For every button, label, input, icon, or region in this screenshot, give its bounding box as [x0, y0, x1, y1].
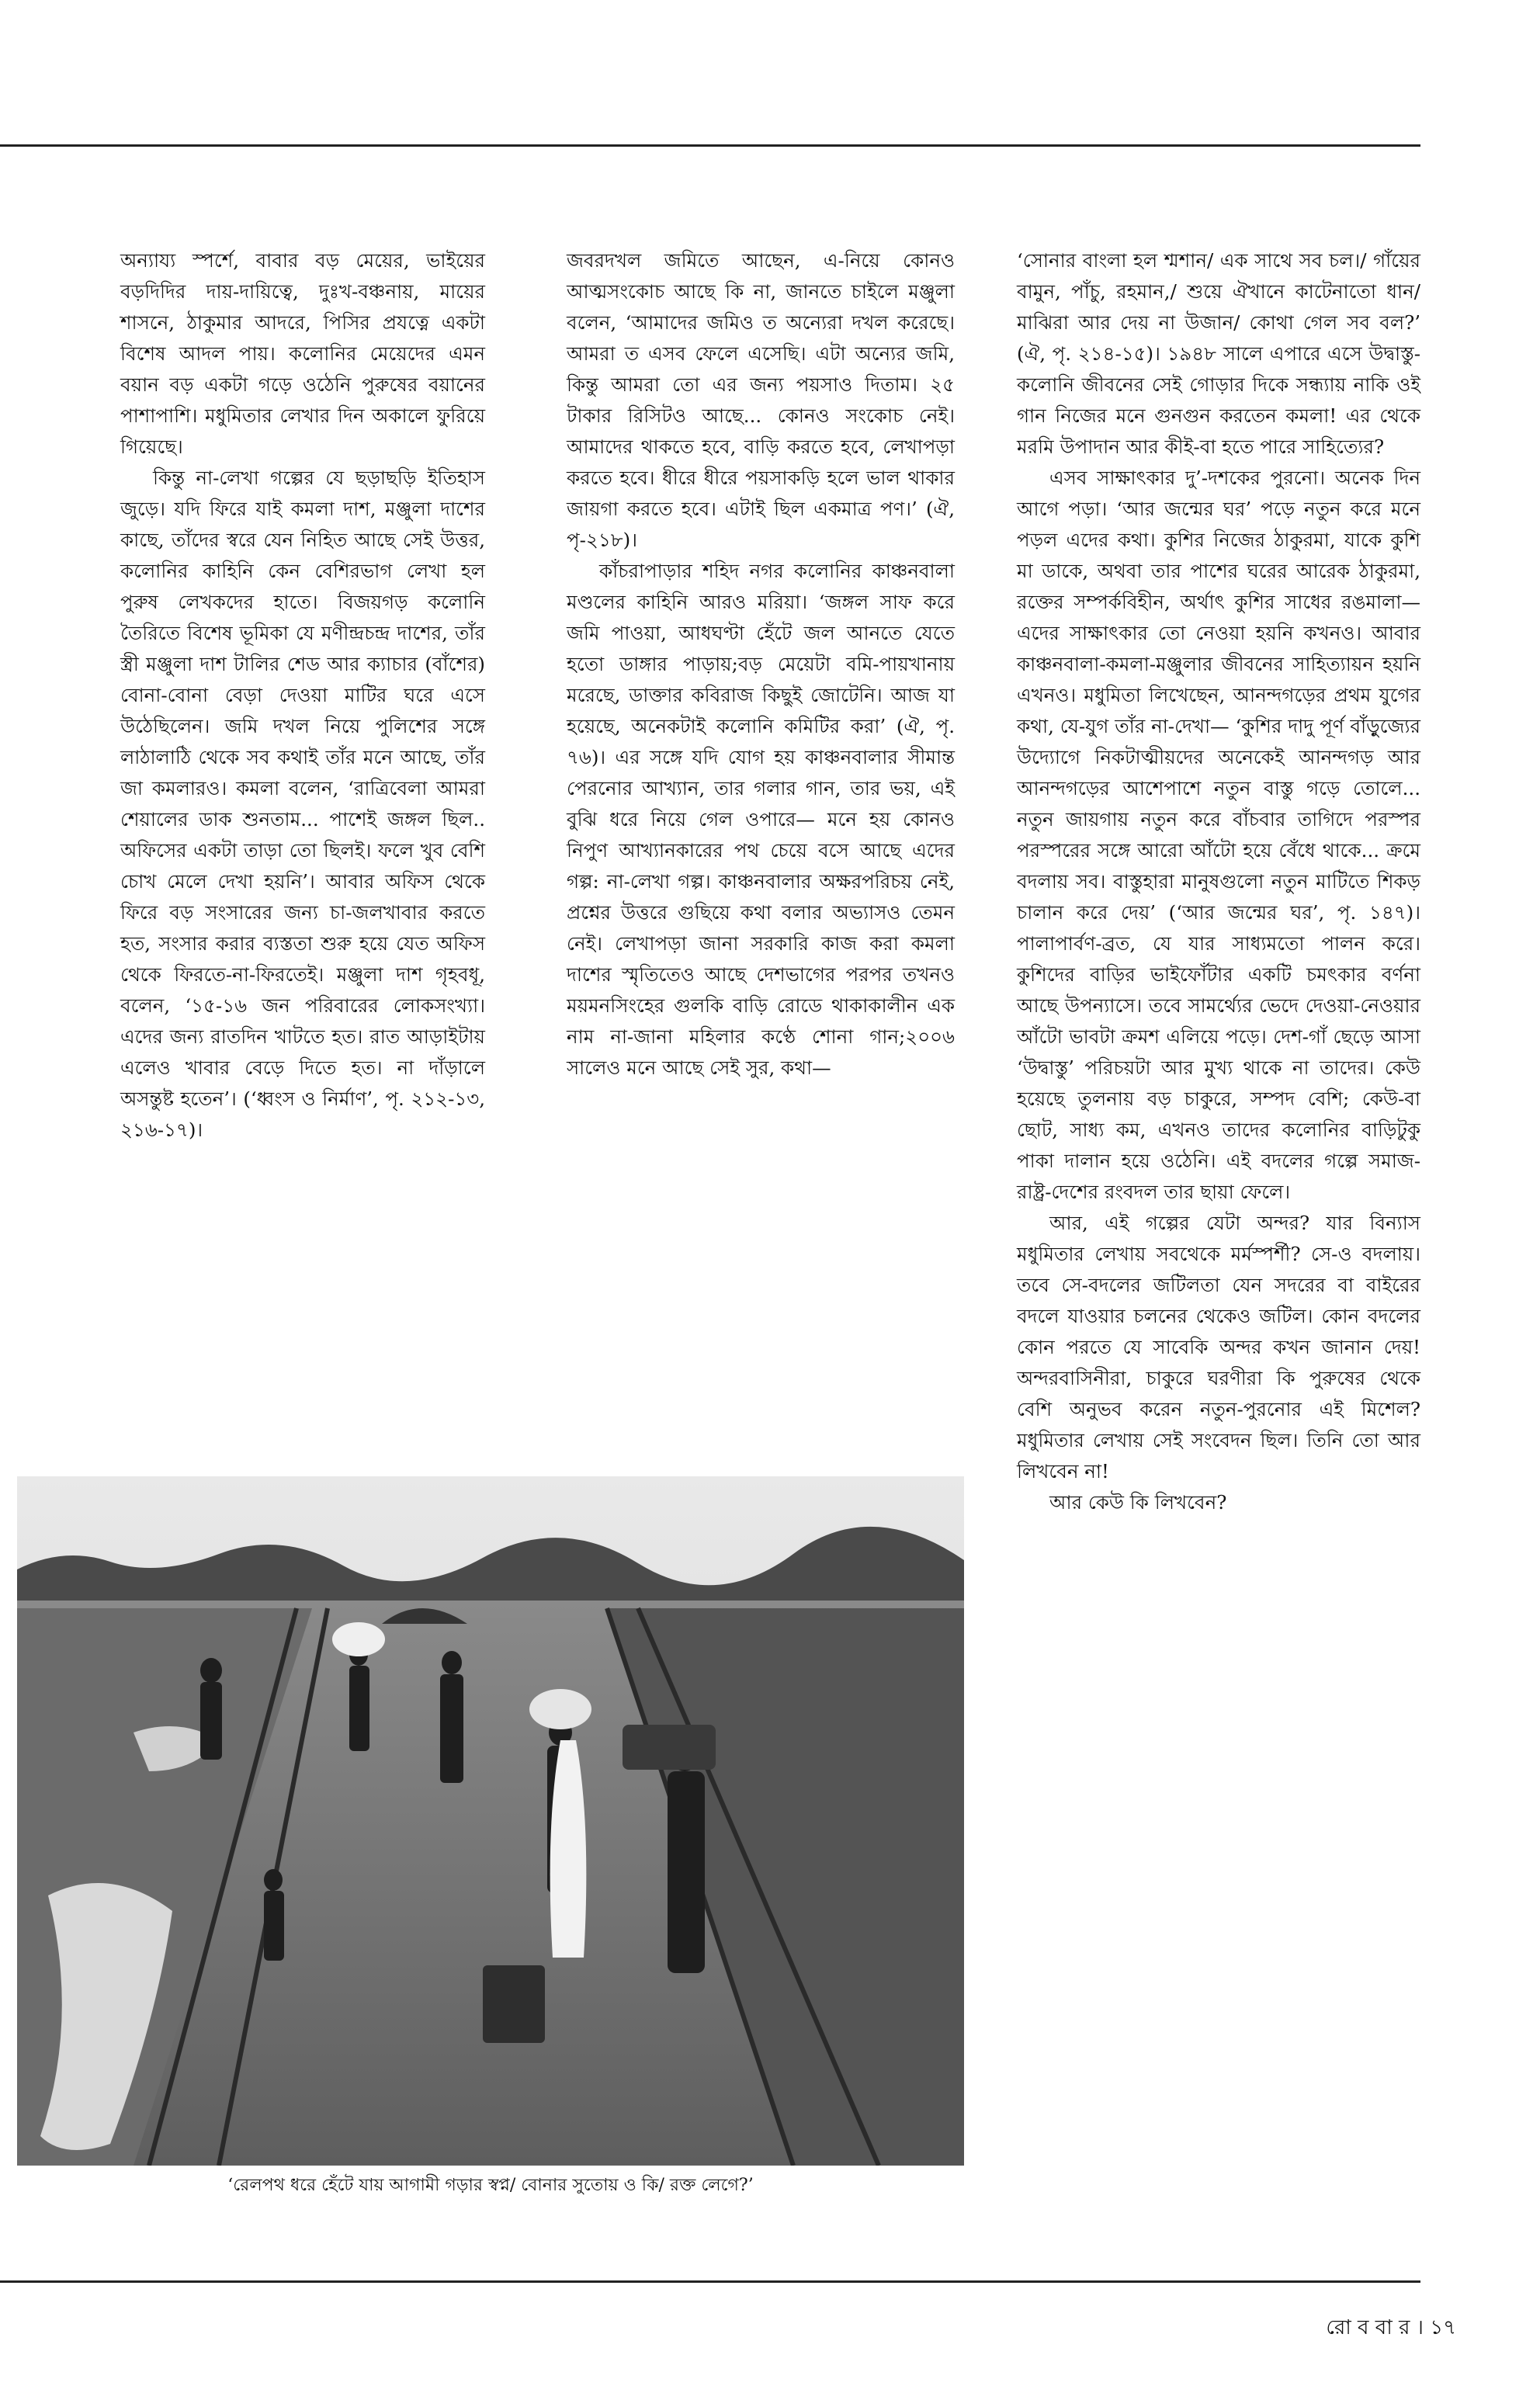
column-2: [567, 245, 955, 1084]
column-3-paragraph-1: ‘সোনার বাংলা হল শ্মশান/ এক সাথে সব চল।/ গাঁয়ের বামুন, পাঁচু, রহমান,/ শুয়ে ঐখানে কাটেনাতো ধান/ মাঝিরা আর দেয় না উজান/ কোথা গেল সব বল?’ (ঐ, পৃ. ২১৪-১৫)। ১৯৪৮ সালে এপারে এসে উদ্বাস্তু-কলোনি জীবনের সেই গোড়ার দিকে সন্ধ্যায় নাকি ওই গান নিজের মনে গুনগুন করতেন কমলা! এর থেকে মরমি উপাদান আর কীই-বা হতে পারে সাহিত্যের?: [1017, 249, 1420, 458]
page-number: ১৭: [1430, 2316, 1456, 2339]
top-rule: [0, 144, 1420, 147]
bottom-rule: [0, 2280, 1420, 2283]
column-1: [120, 245, 485, 1146]
column-2-paragraph-1: জবরদখল জমিতে আছেন, এ-নিয়ে কোনও আত্মসংকোচ আছে কি না, জানতে চাইলে মঞ্জুলা বলেন, ‘আমাদের জমিও ত অন্যেরা দখল করেছে। আমরা ত এসব ফেলে এসেছি। এটা অন্যের জমি, কিন্তু আমরা তো এর জন্য পয়সাও দিতাম। ২৫ টাকার রিসিটও আছে... কোনও সংকোচ নেই। আমাদের থাকতে হবে, বাড়ি করতে হবে, লেখাপড়া করতে হবে। ধীরে ধীরে পয়সাকড়ি হলে ভাল থাকার জায়গা করতে হবে। এটাই ছিল একমাত্র পণ।’ (ঐ, পৃ-২১৮)।: [567, 249, 955, 551]
photo-illustration: [17, 1476, 964, 2166]
column-3-paragraph-2: এসব সাক্ষাৎকার দু’-দশকের পুরনো। অনেক দিন আগে পড়া। ‘আর জন্মের ঘর’ পড়ে নতুন করে মনে পড়ল এদের কথা। কুশির নিজের ঠাকুরমা, যাকে কুশি মা ডাকে, অথবা তার পাশের ঘরের আরেক ঠাকুরমা, রক্তের সম্পর্কবিহীন, অর্থাৎ কুশির সাধের রঙমালা— এদের সাক্ষাৎকার তো নেওয়া হয়নি কখনও। আবার কাঞ্চনবালা-কমলা-মঞ্জুলার জীবনের সাহিত্যায়ন হয়নি এখনও। মধুমিতা লিখেছেন, আনন্দগড়ের প্রথম যুগের কথা, যে-যুগ তাঁর না-দেখা— ‘কুশির দাদু পূর্ণ বাঁড়ুজ্যের উদ্যোগে নিকটাত্মীয়দের অনেকেই আনন্দগড় আর আনন্দগড়ের আশেপাশে নতুন বাস্তু গড়ে তোলে... নতুন জায়গায় নতুন করে বাঁচবার তাগিদে পরস্পর পরস্পরের সঙ্গে আরো আঁটো হয়ে বেঁধে থাকে... ক্রমে বদলায় সব। বাস্তুহারা মানুষগুলো নতুন মাটিতে শিকড় চালান করে দেয়’ (‘আর জন্মের ঘর’, পৃ. ১৪৭)। পালাপার্বণ-ব্রত, যে যার সাধ্যমতো পালন করে। কুশিদের বাড়ির ভাইফোঁটার একটি চমৎকার বর্ণনা আছে উপন্যাসে। তবে সামর্থ্যের ভেদে দেওয়া-নেওয়ার আঁটো ভাবটা ক্রমশ এলিয়ে পড়ে। দেশ-গাঁ ছেড়ে আসা ‘উদ্বাস্তু’ পরিচয়টা আর মুখ্য থাকে না তাদের। কেউ হয়েছে তুলনায় বড় চাকুরে, সম্পদ বেশি; কেউ-বা ছোট, সাধ্য কম, এখনও তাদের কলোনির বাড়িটুকু পাকা দালান হয়ে ওঠেনি। এই বদলের গল্পে সমাজ-রাষ্ট্র-দেশের রংবদল তার ছায়া ফেলে।: [1017, 466, 1420, 1203]
column-3: [1017, 245, 1420, 1518]
refugees-railway-photo: [17, 1476, 964, 2166]
photo-caption: ‘রেলপথ ধরে হেঁটে যায় আগামী গড়ার স্বপ্ন/ বোনার সুতোয় ও কি/ রক্ত লেগে?’: [227, 2176, 754, 2195]
column-1-paragraph-1: অন্যায্য স্পর্শে, বাবার বড় মেয়ের, ভাইয়ের বড়দিদির দায়-দায়িত্বে, দুঃখ-বঞ্চনায়, মায়ের শাসনে, ঠাকুমার আদরে, পিসির প্রযত্নে একটা বিশেষ আদল পায়। কলোনির মেয়েদের এমন বয়ান বড় একটা গড়ে ওঠেনি পুরুষের বয়ানের পাশাপাশি। মধুমিতার লেখার দিন অকালে ফুরিয়ে গিয়েছে।: [120, 249, 485, 458]
column-2-paragraph-2: কাঁচরাপাড়ার শহিদ নগর কলোনির কাঞ্চনবালা মণ্ডলের কাহিনি আরও মরিয়া। ‘জঙ্গল সাফ করে জমি পাওয়া, আধঘণ্টা হেঁটে জল আনতে যেতে হতো ডাঙ্গার পাড়ায়;বড় মেয়েটা বমি-পায়খানায় মরেছে, ডাক্তার কবিরাজ কিছুই জোটেনি। আজ যা হয়েছে, অনেকটাই কলোনি কমিটির করা’ (ঐ, পৃ. ৭৬)। এর সঙ্গে যদি যোগ হয় কাঞ্চনবালার সীমান্ত পেরনোর আখ্যান, তার গলার গান, তার ভয়, এই বুঝি ধরে নিয়ে গেল ওপারে— মনে হয় কোনও নিপুণ আখ্যানকারের পথ চেয়ে বসে আছে এদের গল্প: না-লেখা গল্প। কাঞ্চনবালার অক্ষরপরিচয় নেই, প্রশ্নের উত্তরে গুছিয়ে কথা বলার অভ্যাসও তেমন নেই। লেখাপড়া জানা সরকারি কাজ করা কমলা দাশের স্মৃতিতেও আছে দেশভাগের পরপর তখনও ময়মনসিংহের গুলকি বাড়ি রোডে থাকাকালীন এক নাম না-জানা মহিলার কণ্ঠে শোনা গান;২০০৬ সালেও মনে আছে সেই সুর, কথা—: [567, 560, 955, 1079]
column-3-paragraph-3: আর, এই গল্পের যেটা অন্দর? যার বিন্যাস মধুমিতার লেখায় সবথেকে মর্মস্পর্শী? সে-ও বদলায়। তবে সে-বদলের জটিলতা যেন সদরের বা বাইরের বদলে যাওয়ার চলনের থেকেও জটিল। কোন বদলের কোন পরতে যে সাবেকি অন্দর কখন জানান দেয়! অন্দরবাসিনীরা, চাকুরে ঘরণীরা কি পুরুষের থেকে বেশি অনুভব করেন নতুন-পুরনোর এই মিশেল? মধুমিতার লেখায় সেই সংবেদন ছিল। তিনি তো আর লিখবেন না!: [1017, 1212, 1420, 1483]
column-3-paragraph-4: আর কেউ কি লিখবেন?: [1049, 1491, 1227, 1514]
page-footer: [1326, 2311, 1456, 2346]
magazine-name: রো ব বা র: [1326, 2316, 1410, 2339]
column-1-paragraph-2: কিন্তু না-লেখা গল্পের যে ছড়াছড়ি ইতিহাস জুড়ে। যদি ফিরে যাই কমলা দাশ, মঞ্জুলা দাশের কাছে, তাঁদের স্বরে যেন নিহিত আছে সেই উত্তর, কলোনির কাহিনি কেন বেশিরভাগ লেখা হল পুরুষ লেখকদের হাতে। বিজয়গড় কলোনি তৈরিতে বিশেষ ভূমিকা যে মণীন্দ্রচন্দ্র দাশের, তাঁর স্ত্রী মঞ্জুলা দাশ টালির শেড আর ক্যাচার (বাঁশের) বোনা-বোনা বেড়া দেওয়া মাটির ঘরে এসে উঠেছিলেন। জমি দখল নিয়ে পুলিশের সঙ্গে লাঠালাঠি থেকে সব কথাই তাঁর মনে আছে, তাঁর জা কমলারও। কমলা বলেন, ‘রাত্রিবেলা আমরা শেয়ালের ডাক শুনতাম... পাশেই জঙ্গল ছিল.. অফিসের একটা তাড়া তো ছিলই। ফলে খুব বেশি চোখ মেলে দেখা হয়নি’। আবার অফিস থেকে ফিরে বড় সংসারের জন্য চা-জলখাবার করতে হত, সংসার করার ব্যস্ততা শুরু হয়ে যেত অফিস থেকে ফিরতে-না-ফিরতেই। মঞ্জুলা দাশ গৃহবধূ, বলেন, ‘১৫-১৬ জন পরিবারের লোকসংখ্যা। এদের জন্য রাতদিন খাটতে হত। রাত আড়াইটায় এলেও খাবার বেড়ে দিতে হত। না দাঁড়ালে অসন্তুষ্ট হতেন’। (‘ধ্বংস ও নির্মাণ’, পৃ. ২১২-১৩, ২১৬-১৭)।: [120, 466, 485, 1141]
footer-separator: ।: [1416, 2316, 1424, 2339]
